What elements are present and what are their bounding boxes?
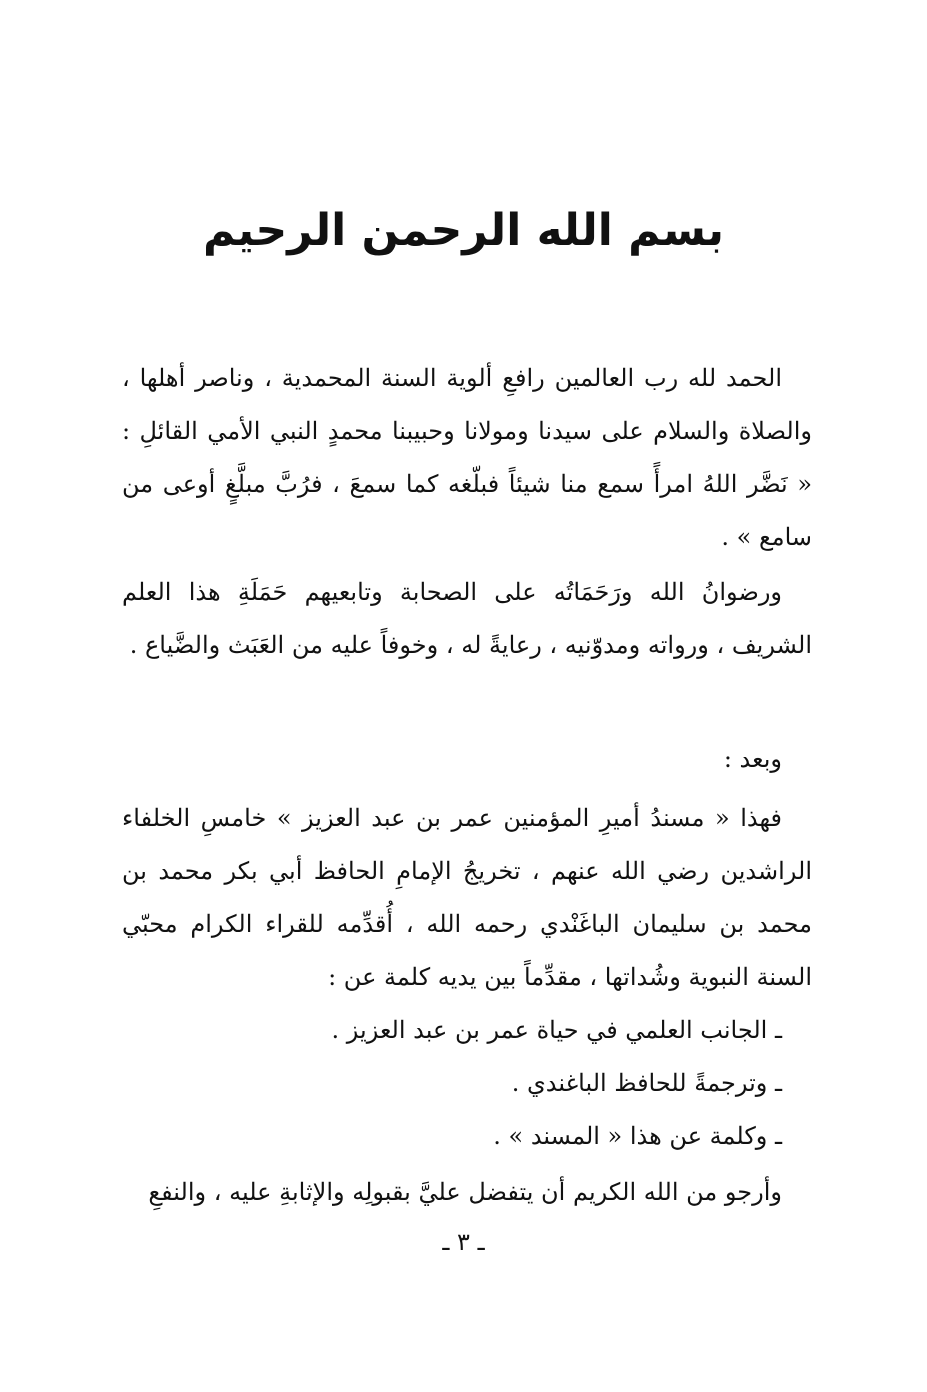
list-item: ـ وكلمة عن هذا « المسند » . [493,1122,782,1150]
topics-list [122,1004,812,1163]
list-item: ـ وترجمةً للحافظ الباغندي . [511,1069,782,1097]
paragraph-musnad-intro [122,792,812,1004]
paragraph-text: فهذا « مسندُ أميرِ المؤمنين عمر بن عبد العزيز » خامسِ الخلفاء الراشدين رضي الله عنهم ، تخريجُ الإمامِ الحافظ أبي بكر محمد بن محمد بن سليمان الباغَنْدي رحمه الله ، أُقدِّمه للقراء الكرام محبّي السنة النبوية وشُداتها ، مقدِّماً بين يديه كلمة عن : [122,804,812,991]
paragraph-text: وأرجو من الله الكريم أن يتفضل عليَّ بقبولِه والإثابةِ عليه ، والنفعِ [148,1178,782,1206]
paragraph-wa-bad [122,733,812,786]
paragraph-closing-prayer [122,1166,812,1219]
paragraph-text: الحمد لله رب العالمين رافعِ ألوية السنة المحمدية ، وناصر أهلها ، والصلاة والسلام على سيدنا ومولانا وحبيبنا محمدٍ النبي الأمي القائلِ : « نَضَّر اللهُ امرأً سمع منا شيئاً فبلّغه كما سمعَ ، فرُبَّ مبلَّغٍ أوعى من سامع » . [122,364,812,551]
paragraph-text: ورضوانُ الله ورَحَمَاتُه على الصحابة وتابعيهم حَمَلَةِ هذا العلم الشريف ، ورواته ومدوّنيه ، رعايةً له ، وخوفاً عليه من العَبَث والضَّياع . [122,578,812,659]
paragraph-text: وبعد : [723,745,782,773]
list-item: ـ الجانب العلمي في حياة عمر بن عبد العزيز . [331,1016,782,1044]
paragraph-companions [122,566,812,672]
basmala-heading: بسم الله الرحمن الرحيم [203,205,724,256]
page-number: ـ ٣ ـ [442,1228,485,1256]
paragraph-opening-praise [122,352,812,564]
